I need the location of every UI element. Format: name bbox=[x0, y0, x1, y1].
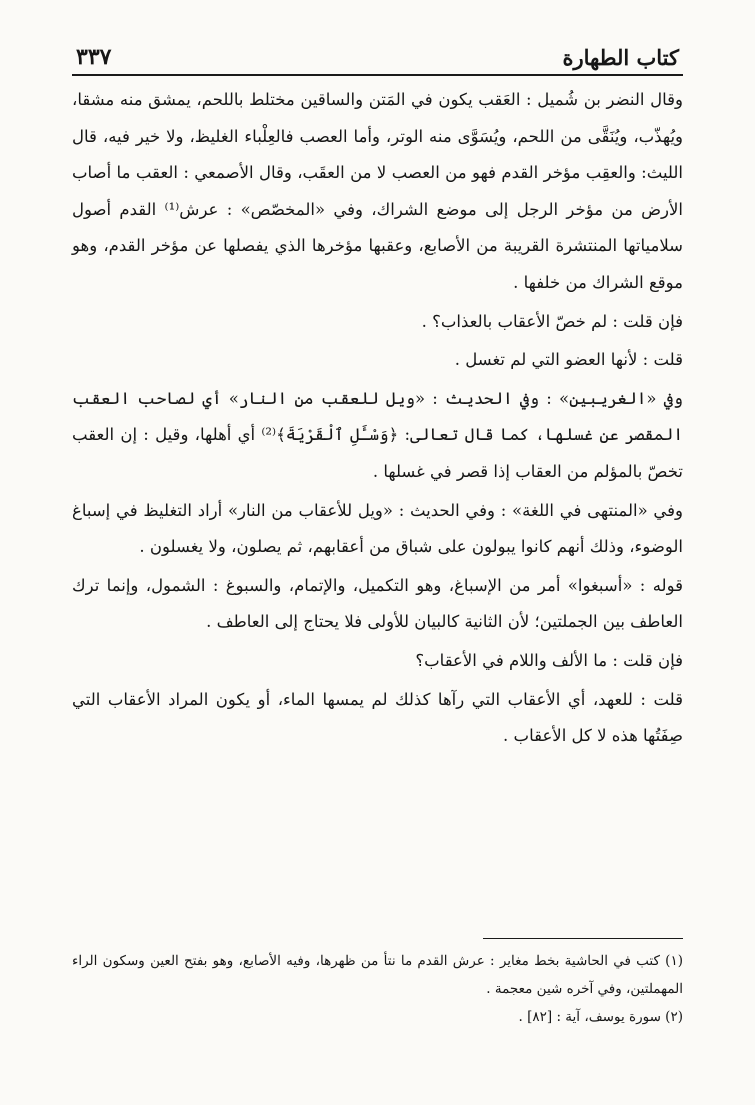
paragraph-etymology: وقال النضر بن شُميل : العَقب يكون في المَتن والساقين مختلط باللحم، يمشق منه مشقا، ويُهذّب، ويُنَقَّى من اللحم، ويُسَوَّى منه الوتر، وأما العصب فالعِلْباء الغليظ، ولا خير فيه، قال الليث: والعقِب مؤخر القدم فهو من العصب لا من العقَب، وقال الأصمعي : العقب ما أصاب الأرض من مؤخر الرجل إلى موضع الشراك، وفي «المخصّص» : عرش⁽¹⁾ القدم أصول سلامياتها المنتشرة القريبة من الأصابع، وعقبها مؤخرها الذي يفصلها عن مؤخر القدم، وهو موقع الشراك من خلفها . bbox=[72, 90, 684, 292]
page-header bbox=[72, 30, 683, 76]
page-number: ٣٣٧ bbox=[76, 44, 112, 70]
running-title: كتاب الطهارة bbox=[562, 45, 679, 70]
paragraph-answer-2: قلت : للعهد، أي الأعقاب التي رآها كذلك لم يمسها الماء، أو يكون المراد الأعقاب التي صِفَتُها هذه لا كل الأعقاب . bbox=[72, 689, 683, 746]
paragraph-asbighu: قوله : «أسبغوا» أمر من الإسباغ، وهو التكميل، والإتمام، والسبوغ : الشمول، وإنما ترك العاطف بين الجملتين؛ لأن الثانية كالبيان للأولى فلا يحتاج إلى العاطف . bbox=[72, 575, 683, 632]
footnote-1: (١) كتب في الحاشية بخط مغاير : عرش القدم ما نتأ من ظهرها، وفيه الأصابع، وهو بفتح العين وسكون الراء المهملتين، وفي آخره شين معجمة . bbox=[72, 953, 683, 997]
paragraph-answer-1: قلت : لأنها العضو التي لم تغسل . bbox=[454, 350, 683, 370]
footnote-2: (٢) سورة يوسف، آية : [٨٢] . bbox=[518, 1009, 683, 1025]
paragraph-muntaha: وفي «المنتهى في اللغة» : وفي الحديث : «ويل للأعقاب من النار» أراد التغليظ في إسباغ الوضوء، وذلك أنهم كانوا يبولون على شباق من أعقابهم، ثم يصلون، ولا يغسلون . bbox=[72, 500, 683, 557]
paragraph-question-2: فإن قلت : ما الألف واللام في الأعقاب؟ bbox=[415, 650, 683, 670]
main-text bbox=[72, 82, 683, 755]
footnote-divider bbox=[483, 938, 683, 939]
footnotes bbox=[72, 938, 683, 1031]
paragraph-question-1: فإن قلت : لم خصّ الأعقاب بالعذاب؟ . bbox=[421, 311, 683, 331]
paragraph-gharibayn: وفي «الغريبين» : وفي الحديث : «ويل للعقب من النار» أي لصاحب العقب المقصر عن غسلها، كما قال تعالى: ﴿وَسْـَٔلِ ٱلْقَرْيَةَ﴾⁽²⁾ أي أهلها، وقيل : إن العقب تخصّ بالمؤلم من العقاب إذا قصر في غسلها . bbox=[72, 388, 683, 481]
